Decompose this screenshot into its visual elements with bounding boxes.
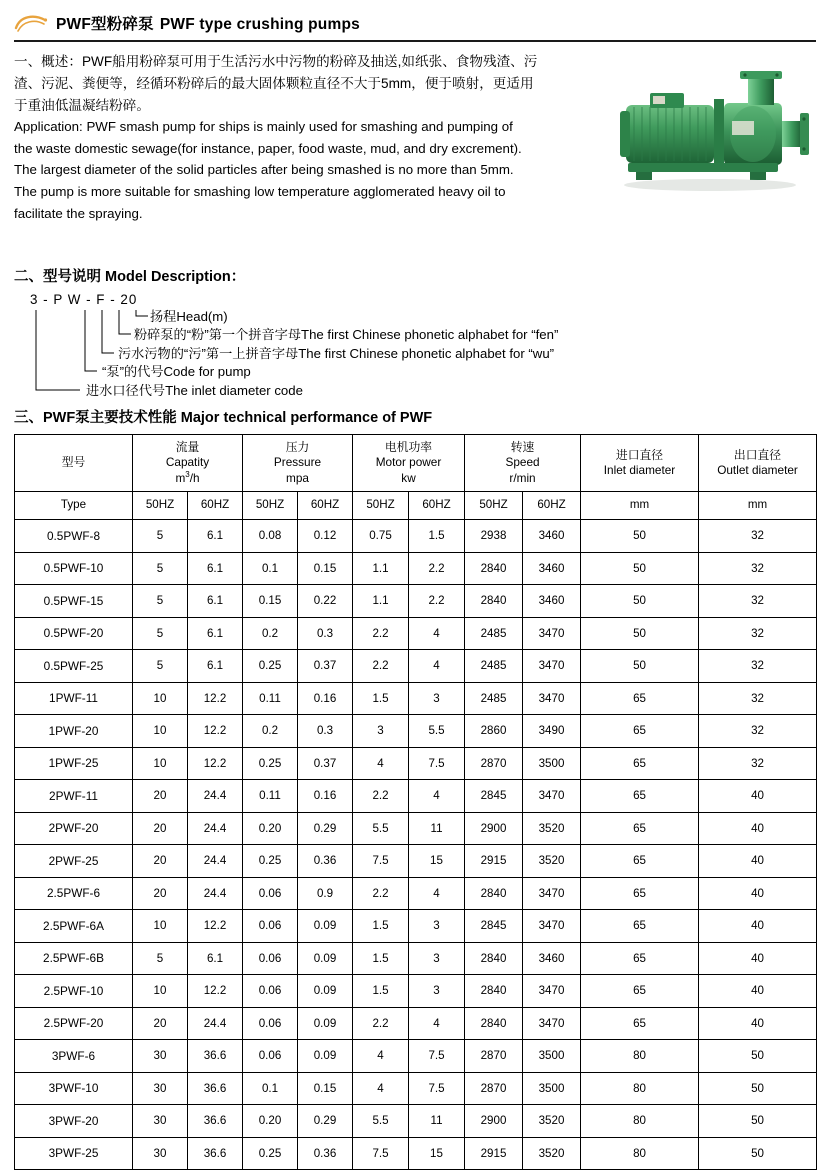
table-cell: 3520 — [523, 1137, 581, 1170]
table-cell: 0.09 — [298, 1007, 353, 1040]
table-cell: 40 — [699, 812, 817, 845]
table-cell: 1.5 — [409, 520, 465, 553]
table-cell: 1.5 — [353, 910, 409, 943]
table-cell: 2.2 — [353, 877, 409, 910]
table-row — [15, 747, 817, 780]
table-cell: 24.4 — [188, 877, 243, 910]
table-cell: 2845 — [465, 780, 523, 813]
table-cell: 40 — [699, 942, 817, 975]
overview-section — [14, 51, 816, 251]
model-legend-item-2: 污水污物的“污”第一上拼音字母The first Chinese phonetic alphabet for “wu” — [118, 345, 555, 361]
table-cell: 2.2 — [353, 1007, 409, 1040]
cell-model: 3PWF-6 — [15, 1040, 133, 1073]
table-cell: 50 — [699, 1105, 817, 1138]
table-subheader — [15, 492, 817, 520]
table-cell: 3520 — [523, 812, 581, 845]
table-cell: 65 — [581, 975, 699, 1008]
table-row — [15, 812, 817, 845]
table-cell: 0.9 — [298, 877, 353, 910]
table-cell: 1.1 — [353, 585, 409, 618]
table-cell: 3 — [409, 682, 465, 715]
table-cell: 4 — [409, 650, 465, 683]
table-cell: 3470 — [523, 975, 581, 1008]
table-cell: 0.15 — [243, 585, 298, 618]
table-cell: 0.25 — [243, 1137, 298, 1170]
table-cell: 2845 — [465, 910, 523, 943]
table-cell: 4 — [409, 617, 465, 650]
table-cell: 24.4 — [188, 845, 243, 878]
table-cell: 3460 — [523, 520, 581, 553]
table-cell: 4 — [353, 747, 409, 780]
table-cell: 32 — [699, 552, 817, 585]
table-cell: 0.11 — [243, 780, 298, 813]
table-cell: 2485 — [465, 617, 523, 650]
performance-heading: 三、PWF泵主要技术性能 Major technical performance of PWF — [14, 410, 433, 426]
table-cell: 3470 — [523, 617, 581, 650]
table-cell: 50 — [581, 552, 699, 585]
table-cell: 7.5 — [409, 1072, 465, 1105]
table-cell: 20 — [133, 1007, 188, 1040]
table-cell: 0.06 — [243, 877, 298, 910]
table-cell: 7.5 — [353, 1137, 409, 1170]
subhead-capacity-50hz: 50HZ — [133, 492, 188, 520]
table-row — [15, 1105, 817, 1138]
table-cell: 20 — [133, 812, 188, 845]
table-cell: 0.36 — [298, 1137, 353, 1170]
col-group-inlet-diameter: 进口直径 Inlet diameter — [581, 435, 699, 492]
table-cell: 3 — [409, 910, 465, 943]
table-cell: 32 — [699, 520, 817, 553]
table-cell: 65 — [581, 942, 699, 975]
table-cell: 12.2 — [188, 910, 243, 943]
table-cell: 2840 — [465, 975, 523, 1008]
table-cell: 24.4 — [188, 812, 243, 845]
cell-model: 2.5PWF-10 — [15, 975, 133, 1008]
table-row — [15, 1072, 817, 1105]
table-cell: 0.06 — [243, 975, 298, 1008]
table-cell: 32 — [699, 585, 817, 618]
table-cell: 0.25 — [243, 747, 298, 780]
table-cell: 6.1 — [188, 617, 243, 650]
model-legend-list — [30, 308, 690, 400]
table-cell: 6.1 — [188, 942, 243, 975]
model-description-heading: 二、型号说明 Model Description： — [14, 269, 246, 285]
table-cell: 15 — [409, 845, 465, 878]
cell-model: 2PWF-11 — [15, 780, 133, 813]
table-cell: 0.09 — [298, 910, 353, 943]
table-cell: 2915 — [465, 1137, 523, 1170]
table-cell: 7.5 — [409, 747, 465, 780]
table-cell: 0.29 — [298, 1105, 353, 1138]
cell-model: 2PWF-20 — [15, 812, 133, 845]
overview-en-line-4: The pump is more suitable for smashing low temperature agglomerated heavy oil to — [14, 184, 506, 200]
cell-model: 0.5PWF-20 — [15, 617, 133, 650]
table-cell: 50 — [581, 617, 699, 650]
table-cell: 80 — [581, 1105, 699, 1138]
subhead-pressure-60hz: 60HZ — [298, 492, 353, 520]
cell-model: 3PWF-25 — [15, 1137, 133, 1170]
table-cell: 2.2 — [409, 552, 465, 585]
overview-en-line-2: the waste domestic sewage(for instance, paper, food waste, mud, and dry excrement). — [14, 140, 522, 156]
table-cell: 2860 — [465, 715, 523, 748]
table-cell: 2.2 — [409, 585, 465, 618]
table-cell: 10 — [133, 715, 188, 748]
table-cell: 2870 — [465, 1040, 523, 1073]
cell-model: 2.5PWF-6A — [15, 910, 133, 943]
page-title: PWF型粉碎泵 PWF type crushing pumps — [56, 16, 360, 33]
table-row — [15, 910, 817, 943]
table-cell: 0.12 — [298, 520, 353, 553]
table-cell: 2915 — [465, 845, 523, 878]
table-cell: 0.37 — [298, 747, 353, 780]
table-cell: 0.20 — [243, 1105, 298, 1138]
table-cell: 3500 — [523, 1040, 581, 1073]
table-cell: 1.5 — [353, 975, 409, 1008]
table-cell: 5 — [133, 552, 188, 585]
table-row — [15, 975, 817, 1008]
table-cell: 65 — [581, 1007, 699, 1040]
table-cell: 36.6 — [188, 1105, 243, 1138]
table-body — [15, 520, 817, 1170]
table-cell: 6.1 — [188, 585, 243, 618]
table-cell: 11 — [409, 1105, 465, 1138]
table-cell: 3500 — [523, 747, 581, 780]
table-cell: 30 — [133, 1105, 188, 1138]
table-cell: 30 — [133, 1040, 188, 1073]
table-cell: 0.2 — [243, 715, 298, 748]
table-cell: 4 — [409, 1007, 465, 1040]
model-code-sample: 3 - P W - F - 20 — [30, 292, 138, 307]
table-cell: 0.29 — [298, 812, 353, 845]
table-cell: 2840 — [465, 552, 523, 585]
table-cell: 2870 — [465, 1072, 523, 1105]
table-cell: 12.2 — [188, 715, 243, 748]
table-row — [15, 1007, 817, 1040]
subhead-speed-50hz: 50HZ — [465, 492, 523, 520]
pump-product-photo — [610, 69, 818, 201]
subhead-inlet-unit: mm — [581, 492, 699, 520]
overview-en-line-3: The largest diameter of the solid particles after being smashed is no more than 5mm. — [14, 162, 514, 178]
performance-table — [14, 434, 817, 1170]
cell-model: 1PWF-20 — [15, 715, 133, 748]
table-cell: 50 — [699, 1137, 817, 1170]
table-cell: 0.09 — [298, 1040, 353, 1073]
table-cell: 0.08 — [243, 520, 298, 553]
table-cell: 2840 — [465, 1007, 523, 1040]
table-cell: 80 — [581, 1072, 699, 1105]
table-cell: 50 — [699, 1040, 817, 1073]
overview-en-line-5: facilitate the spraying. — [14, 205, 143, 221]
swoosh-logo-icon — [14, 12, 48, 34]
table-cell: 30 — [133, 1072, 188, 1105]
table-cell: 0.25 — [243, 650, 298, 683]
table-cell: 65 — [581, 845, 699, 878]
overview-cn-line-2: 渣、污泥、粪便等，经循环粉碎后的最大固体颗粒直径不大于5mm，便于喷射，更适用 — [14, 76, 534, 92]
cell-model: 0.5PWF-15 — [15, 585, 133, 618]
table-cell: 36.6 — [188, 1137, 243, 1170]
table-cell: 5 — [133, 585, 188, 618]
table-row — [15, 715, 817, 748]
table-row — [15, 682, 817, 715]
table-cell: 5 — [133, 942, 188, 975]
model-legend-item-0: 扬程Head(m) — [150, 309, 228, 324]
table-cell: 0.06 — [243, 942, 298, 975]
cell-model: 2PWF-25 — [15, 845, 133, 878]
table-cell: 0.75 — [353, 520, 409, 553]
table-cell: 6.1 — [188, 552, 243, 585]
table-row — [15, 877, 817, 910]
table-row — [15, 1137, 817, 1170]
table-cell: 15 — [409, 1137, 465, 1170]
table-cell: 2938 — [465, 520, 523, 553]
overview-cn-line-1: 一、概述：PWF船用粉碎泵可用于生活污水中污物的粉碎及抽送,如纸张、食物残渣、污 — [14, 54, 538, 69]
table-cell: 36.6 — [188, 1040, 243, 1073]
overview-text — [14, 51, 626, 224]
table-cell: 40 — [699, 780, 817, 813]
table-cell: 0.20 — [243, 812, 298, 845]
table-cell: 3470 — [523, 780, 581, 813]
model-description-diagram — [30, 292, 816, 404]
overview-cn-line-3: 于重油低温凝结粉碎。 — [14, 98, 150, 114]
table-cell: 40 — [699, 845, 817, 878]
table-cell: 3490 — [523, 715, 581, 748]
table-cell: 5 — [133, 520, 188, 553]
table-cell: 2840 — [465, 877, 523, 910]
table-cell: 32 — [699, 682, 817, 715]
table-cell: 0.2 — [243, 617, 298, 650]
table-row — [15, 1040, 817, 1073]
table-cell: 80 — [581, 1137, 699, 1170]
table-row — [15, 650, 817, 683]
cell-model: 0.5PWF-10 — [15, 552, 133, 585]
table-cell: 20 — [133, 845, 188, 878]
table-cell: 65 — [581, 812, 699, 845]
table-cell: 3 — [409, 975, 465, 1008]
subhead-capacity-60hz: 60HZ — [188, 492, 243, 520]
table-cell: 2.2 — [353, 617, 409, 650]
table-cell: 5.5 — [353, 812, 409, 845]
table-cell: 0.06 — [243, 1040, 298, 1073]
document-title-bar — [14, 8, 816, 42]
table-cell: 5 — [133, 617, 188, 650]
table-cell: 5.5 — [353, 1105, 409, 1138]
table-cell: 10 — [133, 910, 188, 943]
table-cell: 0.3 — [298, 715, 353, 748]
table-cell: 40 — [699, 1007, 817, 1040]
table-cell: 50 — [581, 585, 699, 618]
table-cell: 4 — [353, 1072, 409, 1105]
cell-model: 3PWF-20 — [15, 1105, 133, 1138]
table-row — [15, 617, 817, 650]
table-cell: 2840 — [465, 942, 523, 975]
table-cell: 7.5 — [409, 1040, 465, 1073]
table-cell: 30 — [133, 1137, 188, 1170]
table-cell: 2485 — [465, 650, 523, 683]
table-cell: 3470 — [523, 1007, 581, 1040]
table-cell: 65 — [581, 715, 699, 748]
table-cell: 6.1 — [188, 520, 243, 553]
table-row — [15, 552, 817, 585]
table-cell: 0.16 — [298, 682, 353, 715]
table-cell: 12.2 — [188, 682, 243, 715]
table-cell: 10 — [133, 682, 188, 715]
model-legend-item-4: 进水口径代号The inlet diameter code — [86, 382, 303, 398]
cell-model: 1PWF-25 — [15, 747, 133, 780]
model-legend-item-3: “泵”的代号Code for pump — [102, 364, 251, 380]
table-cell: 80 — [581, 1040, 699, 1073]
table-cell: 3520 — [523, 1105, 581, 1138]
table-cell: 65 — [581, 780, 699, 813]
subhead-speed-60hz: 60HZ — [523, 492, 581, 520]
table-cell: 32 — [699, 747, 817, 780]
model-legend-item-1: 粉碎泵的“粉”第一个拼音字母The first Chinese phonetic alphabet for “fen” — [134, 327, 559, 343]
table-cell: 0.25 — [243, 845, 298, 878]
table-cell: 0.1 — [243, 1072, 298, 1105]
table-cell: 32 — [699, 650, 817, 683]
subhead-pressure-50hz: 50HZ — [243, 492, 298, 520]
subhead-power-60hz: 60HZ — [409, 492, 465, 520]
table-cell: 3520 — [523, 845, 581, 878]
table-cell: 20 — [133, 877, 188, 910]
table-cell: 0.09 — [298, 975, 353, 1008]
table-cell: 1.5 — [353, 682, 409, 715]
table-cell: 12.2 — [188, 975, 243, 1008]
table-cell: 0.11 — [243, 682, 298, 715]
table-cell: 0.06 — [243, 1007, 298, 1040]
table-cell: 32 — [699, 617, 817, 650]
table-cell: 0.22 — [298, 585, 353, 618]
table-cell: 3470 — [523, 650, 581, 683]
table-cell: 2900 — [465, 812, 523, 845]
col-group-speed: 转速 Speed r/min — [465, 435, 581, 492]
table-cell: 3470 — [523, 682, 581, 715]
table-cell: 0.06 — [243, 910, 298, 943]
table-cell: 6.1 — [188, 650, 243, 683]
col-group-model: 型号 — [15, 435, 133, 492]
table-cell: 4 — [353, 1040, 409, 1073]
table-cell: 2870 — [465, 747, 523, 780]
cell-model: 2.5PWF-6B — [15, 942, 133, 975]
cell-model: 0.5PWF-8 — [15, 520, 133, 553]
table-cell: 10 — [133, 975, 188, 1008]
table-cell: 50 — [581, 520, 699, 553]
table-cell: 0.15 — [298, 1072, 353, 1105]
col-group-capacity: 流量 Capatity $m^3/h$ — [133, 435, 243, 492]
table-cell: 5 — [133, 650, 188, 683]
table-cell: 4 — [409, 877, 465, 910]
subhead-power-50hz: 50HZ — [353, 492, 409, 520]
table-cell: 20 — [133, 780, 188, 813]
table-cell: 2.2 — [353, 650, 409, 683]
table-cell: 2485 — [465, 682, 523, 715]
table-cell: 2840 — [465, 585, 523, 618]
table-cell: 1.5 — [353, 942, 409, 975]
cell-model: 1PWF-11 — [15, 682, 133, 715]
table-cell: 50 — [699, 1072, 817, 1105]
table-cell: 0.37 — [298, 650, 353, 683]
table-cell: 24.4 — [188, 780, 243, 813]
table-cell: 65 — [581, 877, 699, 910]
subhead-outlet-unit: mm — [699, 492, 817, 520]
table-row — [15, 942, 817, 975]
table-cell: 24.4 — [188, 1007, 243, 1040]
table-cell: 3460 — [523, 585, 581, 618]
table-cell: 40 — [699, 975, 817, 1008]
col-group-pressure: 压力 Pressure mpa — [243, 435, 353, 492]
col-group-outlet-diameter: 出口直径 Outlet diameter — [699, 435, 817, 492]
table-cell: 3470 — [523, 877, 581, 910]
table-cell: 0.1 — [243, 552, 298, 585]
table-cell: 7.5 — [353, 845, 409, 878]
table-cell: 40 — [699, 877, 817, 910]
table-row — [15, 585, 817, 618]
table-cell: 3500 — [523, 1072, 581, 1105]
table-header-groups — [15, 435, 817, 492]
table-cell: 3460 — [523, 552, 581, 585]
table-cell: 3460 — [523, 942, 581, 975]
table-cell: 65 — [581, 682, 699, 715]
table-cell: 65 — [581, 910, 699, 943]
table-header — [15, 435, 817, 520]
cell-model: 0.5PWF-25 — [15, 650, 133, 683]
table-cell: 5.5 — [409, 715, 465, 748]
cell-model: 2.5PWF-20 — [15, 1007, 133, 1040]
table-cell: 2900 — [465, 1105, 523, 1138]
table-cell: 0.09 — [298, 942, 353, 975]
table-cell: 3470 — [523, 910, 581, 943]
table-cell: 0.16 — [298, 780, 353, 813]
table-cell: 32 — [699, 715, 817, 748]
table-cell: 11 — [409, 812, 465, 845]
col-group-motor-power: 电机功率 Motor power kw — [353, 435, 465, 492]
table-row — [15, 520, 817, 553]
table-cell: 4 — [409, 780, 465, 813]
table-cell: 3 — [409, 942, 465, 975]
table-cell: 12.2 — [188, 747, 243, 780]
table-cell: 2.2 — [353, 780, 409, 813]
cell-model: 2.5PWF-6 — [15, 877, 133, 910]
table-cell: 3 — [353, 715, 409, 748]
subhead-type: Type — [15, 492, 133, 520]
table-cell: 50 — [581, 650, 699, 683]
table-cell: 0.3 — [298, 617, 353, 650]
table-cell: 10 — [133, 747, 188, 780]
overview-en-line-1: Application: PWF smash pump for ships is mainly used for smashing and pumping of — [14, 119, 513, 135]
table-cell: 0.36 — [298, 845, 353, 878]
table-row — [15, 845, 817, 878]
cell-model: 3PWF-10 — [15, 1072, 133, 1105]
table-cell: 36.6 — [188, 1072, 243, 1105]
table-cell: 0.15 — [298, 552, 353, 585]
table-cell: 65 — [581, 747, 699, 780]
table-cell: 40 — [699, 910, 817, 943]
table-cell: 1.1 — [353, 552, 409, 585]
table-row — [15, 780, 817, 813]
